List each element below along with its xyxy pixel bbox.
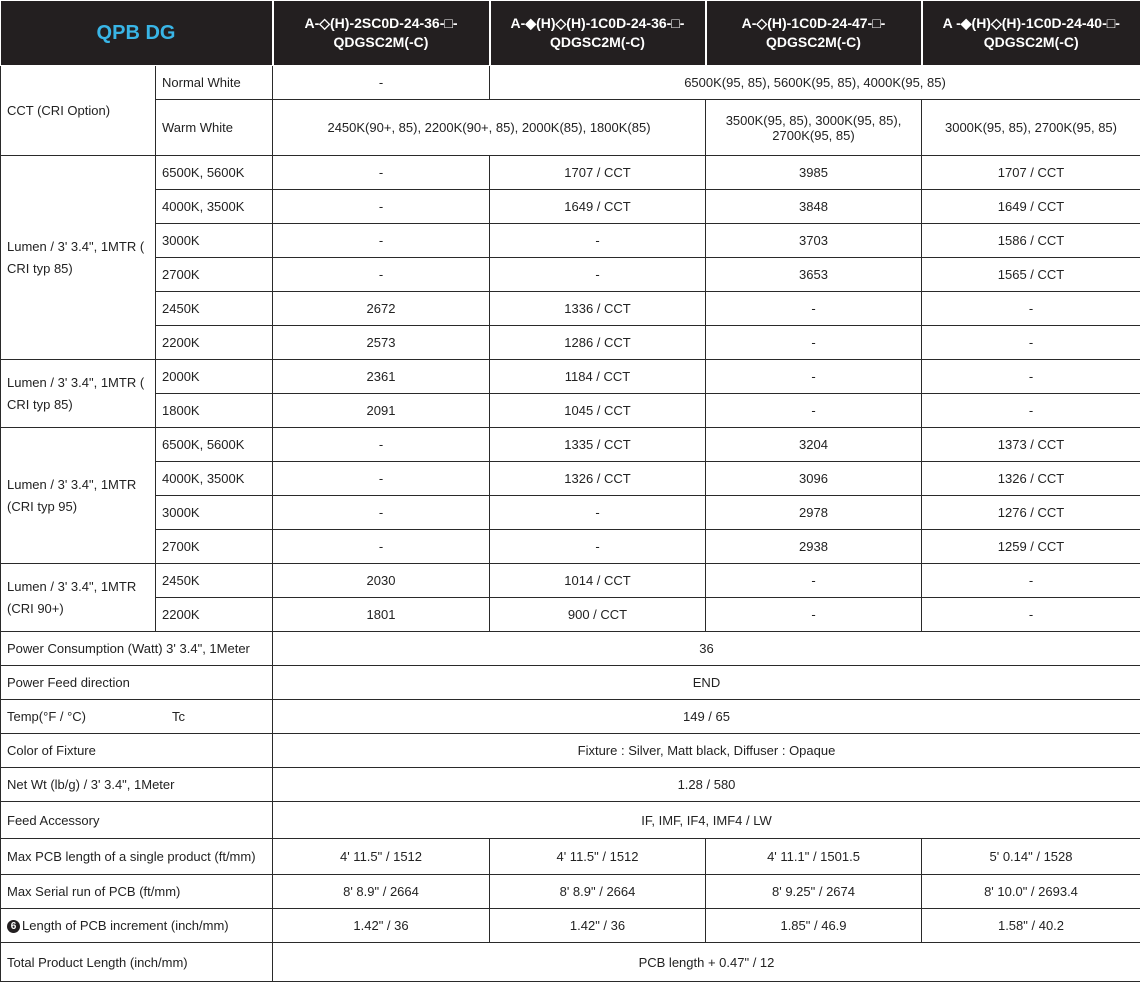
cct-label: 2450K <box>156 564 273 598</box>
table-row <box>1 632 1140 666</box>
cct-label: 6500K, 5600K <box>156 156 273 190</box>
table-cell: 36 <box>273 632 1140 666</box>
table-cell: 1707 / CCT <box>922 156 1140 190</box>
table-cell: - <box>706 394 922 428</box>
table-cell: - <box>273 156 490 190</box>
table-cell: - <box>922 326 1140 360</box>
table-cell: Fixture : Silver, Matt black, Diffuser : Opaque <box>273 734 1140 768</box>
table-cell: 3096 <box>706 462 922 496</box>
cct-label: 2450K <box>156 292 273 326</box>
table-cell: 3848 <box>706 190 922 224</box>
cct-label: 3000K <box>156 496 273 530</box>
table-cell: 1184 / CCT <box>490 360 706 394</box>
table-cell: 1259 / CCT <box>922 530 1140 564</box>
table-cell: 1.85" / 46.9 <box>706 909 922 943</box>
table-row <box>1 598 1140 632</box>
table-cell: 3500K(95, 85), 3000K(95, 85), 2700K(95, 85) <box>706 100 922 156</box>
spec-label: Feed Accessory <box>1 802 273 839</box>
table-cell: - <box>273 428 490 462</box>
brand-title: QPB DG <box>1 1 273 66</box>
spec-label: Max PCB length of a single product (ft/mm) <box>1 839 273 875</box>
table-row <box>1 462 1140 496</box>
row-category: Lumen / 3' 3.4", 1MTR ( CRI typ 85) <box>1 156 156 360</box>
table-cell: - <box>273 190 490 224</box>
table-cell: 1565 / CCT <box>922 258 1140 292</box>
table-cell: 1801 <box>273 598 490 632</box>
model-header-2: A-◆(H)◇(H)-1C0D-24-36-□-QDGSC2M(-C) <box>490 1 706 66</box>
table-row <box>1 734 1140 768</box>
table-cell: 2573 <box>273 326 490 360</box>
table-row <box>1 875 1140 909</box>
cct-normal-white-label: Normal White <box>156 66 273 100</box>
cct-label: 2700K <box>156 530 273 564</box>
table-cell: - <box>273 462 490 496</box>
table-cell: - <box>706 564 922 598</box>
table-cell: 3653 <box>706 258 922 292</box>
spec-label <box>1 909 273 943</box>
table-cell: 1649 / CCT <box>490 190 706 224</box>
spec-label: Power Consumption (Watt) 3' 3.4", 1Meter <box>1 632 273 666</box>
table-cell: 4' 11.5" / 1512 <box>273 839 490 875</box>
table-cell: 1276 / CCT <box>922 496 1140 530</box>
table-row <box>1 909 1140 943</box>
table-cell: 4' 11.1" / 1501.5 <box>706 839 922 875</box>
table-cell: 1326 / CCT <box>490 462 706 496</box>
table-row <box>1 768 1140 802</box>
table-cell: 2030 <box>273 564 490 598</box>
table-row <box>1 100 1140 156</box>
table-row <box>1 360 1140 394</box>
table-row <box>1 496 1140 530</box>
row-category: Lumen / 3' 3.4", 1MTR ( CRI typ 85) <box>1 360 156 428</box>
table-cell: 2450K(90+, 85), 2200K(90+, 85), 2000K(85), 1800K(85) <box>273 100 706 156</box>
table-cell: 2672 <box>273 292 490 326</box>
table-cell: 3000K(95, 85), 2700K(95, 85) <box>922 100 1140 156</box>
table-cell: 1.58" / 40.2 <box>922 909 1140 943</box>
table-cell: - <box>490 496 706 530</box>
table-cell: 1.28 / 580 <box>273 768 1140 802</box>
table-cell: IF, IMF, IF4, IMF4 / LW <box>273 802 1140 839</box>
cct-label: 6500K, 5600K <box>156 428 273 462</box>
spec-label: Color of Fixture <box>1 734 273 768</box>
table-cell: 1286 / CCT <box>490 326 706 360</box>
table-row <box>1 292 1140 326</box>
table-cell: END <box>273 666 1140 700</box>
table-row <box>1 428 1140 462</box>
spec-label <box>1 700 273 734</box>
table-row <box>1 564 1140 598</box>
table-row <box>1 258 1140 292</box>
table-cell: - <box>706 598 922 632</box>
cct-label: 4000K, 3500K <box>156 462 273 496</box>
table-cell: - <box>273 66 490 100</box>
spec-label: Net Wt (lb/g) / 3' 3.4", 1Meter <box>1 768 273 802</box>
table-cell: 3703 <box>706 224 922 258</box>
table-row <box>1 224 1140 258</box>
cct-label: 2200K <box>156 598 273 632</box>
pcb-increment-label: Length of PCB increment (inch/mm) <box>22 918 229 933</box>
cct-label: 4000K, 3500K <box>156 190 273 224</box>
table-cell: 3204 <box>706 428 922 462</box>
table-cell: 1045 / CCT <box>490 394 706 428</box>
table-cell: 3985 <box>706 156 922 190</box>
table-cell: - <box>706 360 922 394</box>
table-row <box>1 326 1140 360</box>
table-cell: 1335 / CCT <box>490 428 706 462</box>
table-cell: - <box>490 224 706 258</box>
table-row <box>1 156 1140 190</box>
table-cell: - <box>273 258 490 292</box>
table-cell: - <box>706 326 922 360</box>
table-row <box>1 802 1140 839</box>
table-cell: 8' 8.9" / 2664 <box>273 875 490 909</box>
row-category: CCT (CRI Option) <box>1 66 156 156</box>
table-cell: - <box>922 394 1140 428</box>
row-category: Lumen / 3' 3.4", 1MTR (CRI typ 95) <box>1 428 156 564</box>
table-cell: 6500K(95, 85), 5600K(95, 85), 4000K(95, 85) <box>490 66 1140 100</box>
table-cell: 1649 / CCT <box>922 190 1140 224</box>
table-cell: 4' 11.5" / 1512 <box>490 839 706 875</box>
model-header-1: A-◇(H)-2SC0D-24-36-□-QDGSC2M(-C) <box>273 1 490 66</box>
table-cell: 8' 8.9" / 2664 <box>490 875 706 909</box>
header-row <box>1 1 1140 66</box>
model-header-4: A -◆(H)◇(H)-1C0D-24-40-□-QDGSC2M(-C) <box>922 1 1140 66</box>
table-cell: 8' 10.0" / 2693.4 <box>922 875 1140 909</box>
table-row <box>1 700 1140 734</box>
cct-label: 3000K <box>156 224 273 258</box>
temp-label: Temp(°F / °C) <box>7 709 86 724</box>
table-cell: 1373 / CCT <box>922 428 1140 462</box>
table-cell: 1586 / CCT <box>922 224 1140 258</box>
table-cell: - <box>706 292 922 326</box>
table-cell: 2978 <box>706 496 922 530</box>
spec-label: Power Feed direction <box>1 666 273 700</box>
model-header-3: A-◇(H)-1C0D-24-47-□-QDGSC2M(-C) <box>706 1 922 66</box>
table-row <box>1 394 1140 428</box>
tc-label: Tc <box>172 709 185 724</box>
table-row <box>1 839 1140 875</box>
cct-label: 2000K <box>156 360 273 394</box>
table-cell: 8' 9.25" / 2674 <box>706 875 922 909</box>
table-row <box>1 190 1140 224</box>
table-cell: - <box>922 598 1140 632</box>
spec-label: Total Product Length (inch/mm) <box>1 943 273 982</box>
table-cell: 900 / CCT <box>490 598 706 632</box>
table-cell: 1707 / CCT <box>490 156 706 190</box>
table-row <box>1 943 1140 982</box>
cct-label: 2700K <box>156 258 273 292</box>
cct-warm-white-label: Warm White <box>156 100 273 156</box>
cct-label: 1800K <box>156 394 273 428</box>
table-cell: 1326 / CCT <box>922 462 1140 496</box>
table-cell: - <box>922 292 1140 326</box>
spec-label: Max Serial run of PCB (ft/mm) <box>1 875 273 909</box>
table-cell: 2091 <box>273 394 490 428</box>
row-category: Lumen / 3' 3.4", 1MTR (CRI 90+) <box>1 564 156 632</box>
table-cell: - <box>273 224 490 258</box>
table-cell: - <box>490 530 706 564</box>
cct-label: 2200K <box>156 326 273 360</box>
table-cell: 1014 / CCT <box>490 564 706 598</box>
table-cell: 149 / 65 <box>273 700 1140 734</box>
table-cell: - <box>922 564 1140 598</box>
table-cell: 2361 <box>273 360 490 394</box>
table-row <box>1 66 1140 100</box>
table-cell: 2938 <box>706 530 922 564</box>
table-row <box>1 666 1140 700</box>
table-cell: 1336 / CCT <box>490 292 706 326</box>
table-cell: - <box>490 258 706 292</box>
table-cell: 1.42" / 36 <box>273 909 490 943</box>
table-cell: - <box>273 530 490 564</box>
table-row <box>1 530 1140 564</box>
table-cell: - <box>273 496 490 530</box>
table-cell: 5' 0.14" / 1528 <box>922 839 1140 875</box>
table-cell: 1.42" / 36 <box>490 909 706 943</box>
number-6-badge-icon: 6 <box>7 920 20 933</box>
table-cell: - <box>922 360 1140 394</box>
table-cell: PCB length + 0.47" / 12 <box>273 943 1140 982</box>
